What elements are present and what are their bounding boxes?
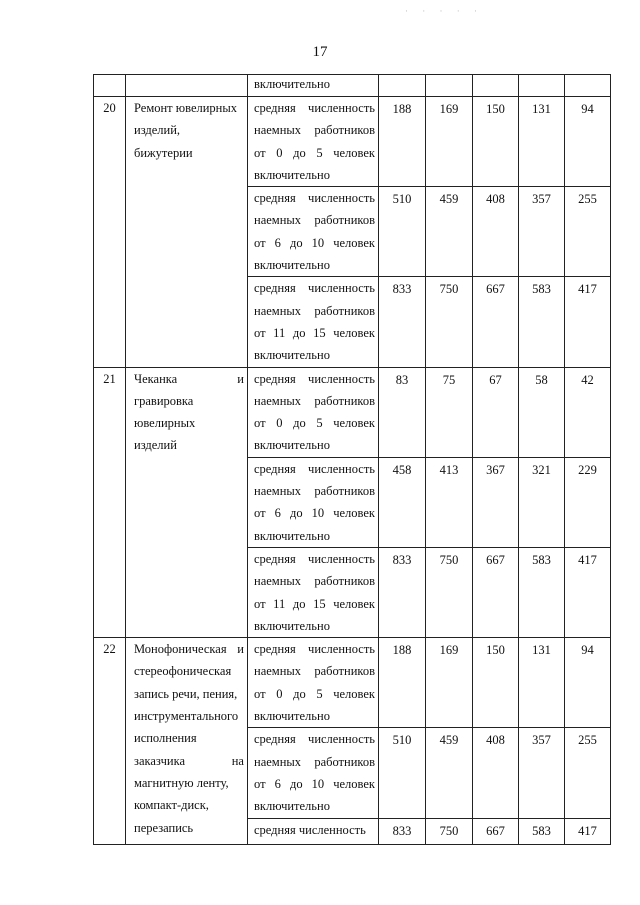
service-name-line: гравировка [134,393,194,408]
value-cell: 750 [426,277,473,367]
condition-line: от 0 до 5 человек [254,686,375,701]
service-name-cell [126,367,248,638]
value-cell: 459 [426,187,473,277]
value-cell: 67 [473,367,519,457]
service-name-line: Монофоническая и [134,642,244,657]
condition-cell [248,457,379,547]
service-name-line: бижутерии [134,145,193,160]
index-cell: 21 [94,367,126,638]
value-cell: 42 [565,367,611,457]
condition-line: включительно [254,348,330,363]
condition-line: средняя численность [254,191,375,206]
value-cell: 408 [473,187,519,277]
value-cell [565,75,611,97]
value-cell: 255 [565,187,611,277]
condition-line: наемных работников [254,484,375,499]
service-name-cell [126,638,248,844]
condition-line: включительно [254,618,330,633]
service-name-line: исполнения [134,731,197,746]
table-row [94,97,611,187]
condition-line: от 6 до 10 человек [254,506,375,521]
value-cell: 510 [379,728,426,818]
condition-cell [248,97,379,187]
value-cell: 188 [379,638,426,728]
tariff-table [93,74,611,845]
value-cell: 58 [519,367,565,457]
value-cell: 188 [379,97,426,187]
condition-line: включительно [254,258,330,273]
service-name-line: инструментального [134,709,239,724]
value-cell: 357 [519,728,565,818]
condition-cell [248,75,379,97]
value-cell: 510 [379,187,426,277]
service-name-line: Чеканка и [134,371,244,386]
condition-cell [248,367,379,457]
name-cell [126,75,248,97]
value-cell: 417 [565,818,611,844]
value-cell: 583 [519,818,565,844]
condition-line: средняя численность [254,822,366,837]
value-cell: 75 [426,367,473,457]
value-cell: 131 [519,97,565,187]
value-cell: 169 [426,638,473,728]
value-cell: 833 [379,818,426,844]
condition-line: от 0 до 5 человек [254,145,375,160]
value-cell: 458 [379,457,426,547]
value-cell: 667 [473,547,519,637]
condition-cell [248,728,379,818]
value-cell: 357 [519,187,565,277]
value-cell [426,75,473,97]
condition-line: наемных работников [254,303,375,318]
value-cell: 413 [426,457,473,547]
service-name-line: магнитную ленту, [134,775,229,790]
value-cell: 94 [565,638,611,728]
condition-line: от 0 до 5 человек [254,416,375,431]
value-cell: 417 [565,277,611,367]
value-cell [519,75,565,97]
value-cell: 150 [473,97,519,187]
service-name-line: компакт-диск, [134,798,209,813]
value-cell: 750 [426,818,473,844]
service-name-cell [126,97,248,368]
condition-line: средняя численность [254,642,375,657]
condition-line: средняя численность [254,732,375,747]
continuation-row [94,75,611,97]
condition-line: от 6 до 10 человек [254,235,375,250]
condition-line: от 11 до 15 человек [254,596,375,611]
condition-line: наемных работников [254,393,375,408]
table-row [94,367,611,457]
condition-line: средняя численность [254,551,375,566]
condition-line: средняя численность [254,101,375,115]
value-cell: 94 [565,97,611,187]
condition-line: включительно [254,528,330,543]
value-cell: 667 [473,277,519,367]
condition-line: средняя численность [254,371,375,386]
condition-line: включительно [254,167,330,182]
page-number: 17 [312,44,328,60]
condition-line: средняя численность [254,461,375,476]
table-row [94,638,611,728]
value-cell: 459 [426,728,473,818]
condition-line: наемных работников [254,664,375,679]
condition-cell [248,187,379,277]
value-cell [473,75,519,97]
condition-line: включительно [254,438,330,453]
value-cell: 408 [473,728,519,818]
value-cell: 367 [473,457,519,547]
value-cell: 321 [519,457,565,547]
condition-line: средняя численность [254,281,375,296]
condition-line: наемных работников [254,123,375,138]
condition-line: от 6 до 10 человек [254,776,375,791]
table-body [94,75,611,845]
value-cell: 583 [519,547,565,637]
value-cell: 750 [426,547,473,637]
service-name-line: изделий, [134,123,181,138]
value-cell: 150 [473,638,519,728]
condition-line: от 11 до 15 человек [254,325,375,340]
service-name-line: Ремонт ювелирных [134,101,238,115]
value-cell: 255 [565,728,611,818]
value-cell: 83 [379,367,426,457]
value-cell: 229 [565,457,611,547]
value-cell: 583 [519,277,565,367]
value-cell: 131 [519,638,565,728]
index-cell: 20 [94,97,126,368]
service-name-line: ювелирных [134,416,196,431]
value-cell: 833 [379,547,426,637]
service-name-line: заказчика на [134,753,244,768]
condition-cell [248,818,379,844]
service-name-line: стереофоническая [134,664,232,679]
index-cell: 22 [94,638,126,844]
condition-cell [248,638,379,728]
condition-cell [248,547,379,637]
value-cell: 833 [379,277,426,367]
scan-marks: · · · · · [405,6,483,16]
condition-text: включительно [254,77,330,91]
value-cell: 417 [565,547,611,637]
value-cell: 667 [473,818,519,844]
value-cell: 169 [426,97,473,187]
condition-line: включительно [254,709,330,724]
condition-cell [248,277,379,367]
service-name-line: перезапись [134,820,194,835]
service-name-line: запись речи, пения, [134,686,238,701]
service-name-line: изделий [134,438,177,453]
condition-line: наемных работников [254,213,375,228]
condition-line: наемных работников [254,754,375,769]
condition-line: включительно [254,799,330,814]
index-cell [94,75,126,97]
condition-line: наемных работников [254,574,375,589]
value-cell [379,75,426,97]
